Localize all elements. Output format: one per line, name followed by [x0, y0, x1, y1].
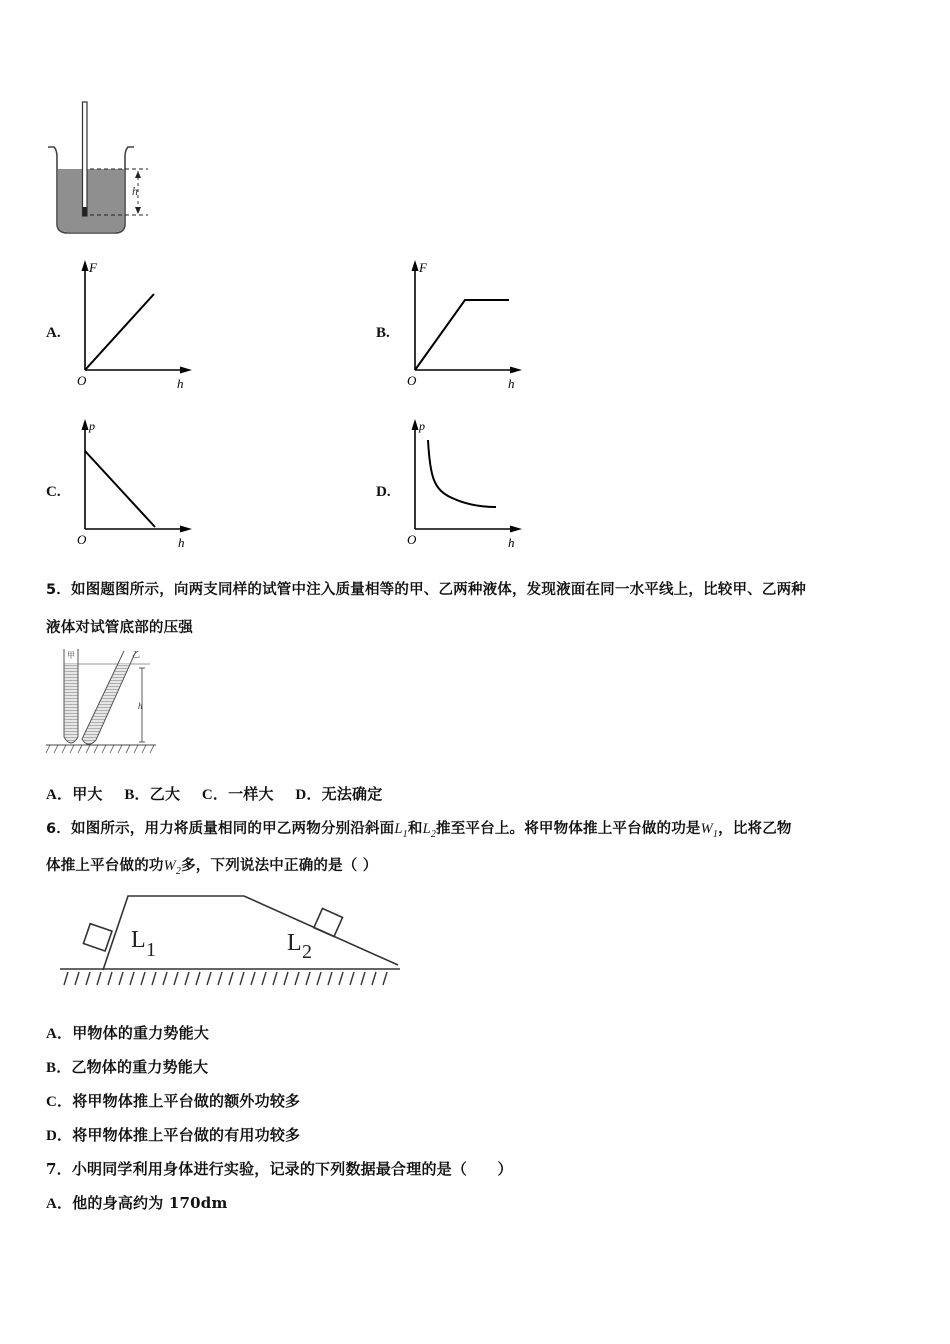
svg-text:O: O [407, 532, 417, 547]
svg-text:h: h [132, 184, 138, 198]
q4-option-d-chart[interactable] [400, 417, 530, 556]
svg-text:F: F [419, 260, 427, 275]
svg-text:p: p [89, 419, 95, 433]
q7-stem: 7．小明同学利用身体进行实验，记录的下列数据最合理的是（ ） [46, 1160, 513, 1178]
q6-option-c[interactable]: C．将甲物体推上平台做的额外功较多 [46, 1092, 301, 1110]
q5-options [46, 783, 382, 804]
test-tubes-figure [44, 645, 164, 764]
svg-text:h: h [138, 701, 143, 711]
svg-text:L: L [287, 930, 302, 956]
q7-option-a[interactable]: A．他的身高约为 170dm [46, 1194, 228, 1212]
svg-text:O: O [77, 373, 87, 388]
svg-text:L: L [131, 927, 146, 953]
svg-text:F: F [89, 260, 97, 275]
q6-option-d[interactable]: D．将甲物体推上平台做的有用功较多 [46, 1126, 301, 1144]
svg-text:甲: 甲 [67, 651, 75, 660]
q5-option-b[interactable]: B．乙大 [124, 785, 181, 803]
q4-option-c-chart[interactable] [70, 417, 200, 556]
q6-option-b[interactable]: B．乙物体的重力势能大 [46, 1058, 209, 1076]
svg-text:2: 2 [302, 941, 312, 963]
svg-text:p: p [419, 419, 425, 433]
q6-stem-line2: 体推上平台做的功$W_2$多，下列说法中正确的是（ ） [46, 858, 378, 877]
q5-stem-line2: 液体对试管底部的压强 [46, 620, 193, 636]
q4-option-a-label[interactable]: A. [46, 325, 61, 341]
q6-option-a[interactable]: A．甲物体的重力势能大 [46, 1024, 210, 1042]
beaker-figure [40, 95, 160, 244]
q4-option-a-chart[interactable] [70, 258, 200, 397]
q5-option-a[interactable]: A．甲大 [46, 785, 103, 803]
q4-option-b-chart[interactable] [400, 258, 530, 397]
svg-text:h: h [178, 535, 185, 550]
svg-text:O: O [77, 532, 87, 547]
q6-stem-line1: 6．如图所示，用力将质量相同的甲乙两物分别沿斜面$L_1$和$L_2$推至平台上。将甲物体推上平台做的功是$W_1$，比将乙物 [46, 821, 792, 840]
svg-text:h: h [177, 376, 184, 391]
q5-option-c[interactable]: C．一样大 [201, 785, 274, 803]
q4-option-c-label[interactable]: C. [46, 484, 61, 500]
svg-text:O: O [407, 373, 417, 388]
svg-text:1: 1 [146, 939, 156, 961]
q4-option-b-label[interactable]: B. [376, 325, 390, 341]
svg-text:h: h [508, 535, 515, 550]
incline-figure [40, 880, 420, 1009]
svg-text:乙: 乙 [132, 650, 140, 659]
q4-option-d-label[interactable]: D. [376, 484, 391, 500]
q5-option-d[interactable]: D．无法确定 [295, 785, 383, 803]
q5-stem-line1: 5．如图题图所示，向两支同样的试管中注入质量相等的甲、乙两种液体，发现液面在同一水平线上，比较甲、乙两种 [46, 582, 806, 598]
svg-text:h: h [508, 376, 515, 391]
